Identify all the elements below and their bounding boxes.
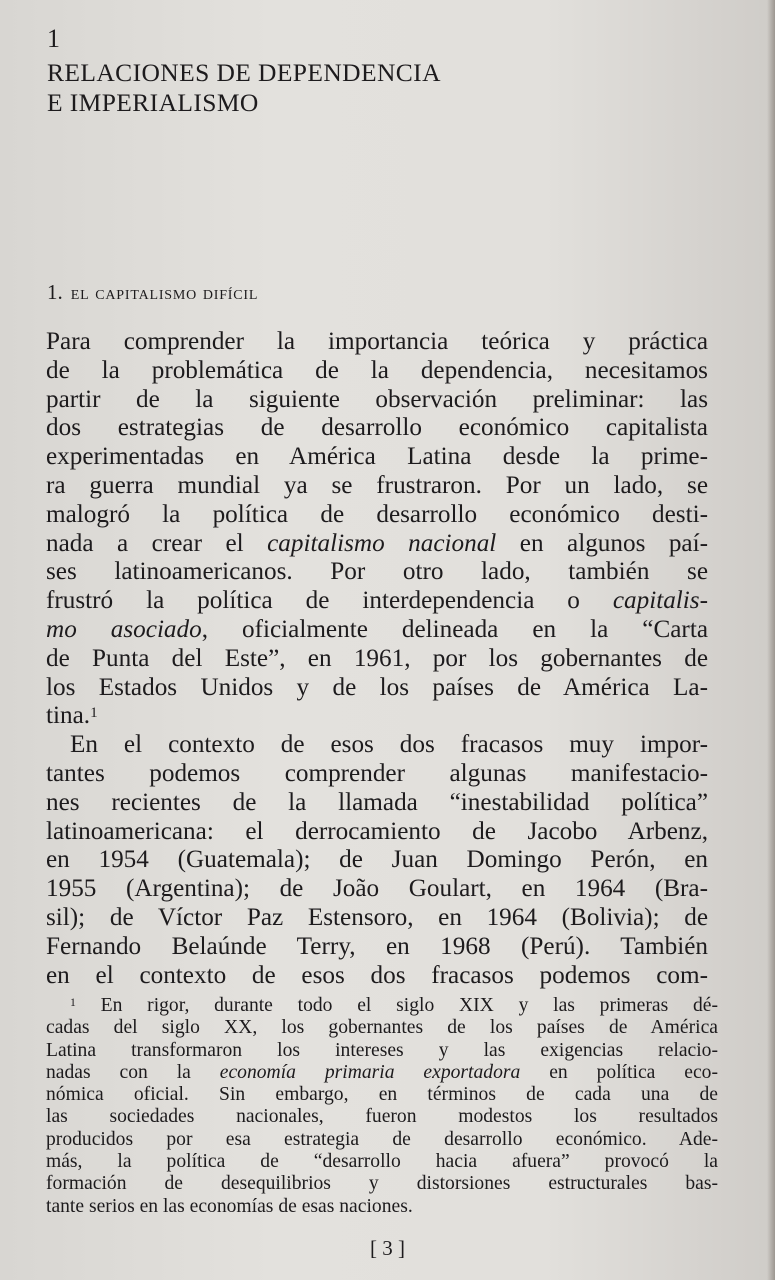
footnote-line: cadas del siglo XX, los gobernantes de los países de América [46, 1017, 718, 1039]
text-segment: nadas con la [46, 1061, 191, 1083]
section-number: 1. [47, 280, 63, 304]
text-line [46, 587, 708, 616]
text-segment: En rigor, durante todo el siglo XIX y las primeras dé- [100, 995, 718, 1016]
text-line: 1955 (Argentina); de João Goulart, en 1964 (Bra- [46, 875, 708, 903]
text-segment: , oficialmente delineada en la “Carta [201, 615, 708, 643]
footnote-line [46, 995, 718, 1017]
text-line: en el contexto de esos dos fracasos podemos com- [46, 961, 708, 989]
emphasis-text: capitalis- [612, 587, 708, 615]
text-line: en 1954 (Guatemala); de Juan Domingo Perón, en [46, 846, 708, 874]
section-title: el capitalismo difícil [70, 282, 259, 304]
chapter-number: 1 [47, 24, 60, 53]
text-line: dos estrategias de desarrollo económico capitalista [46, 414, 708, 442]
text-segment: frustró la política de interdependencia o [46, 587, 580, 615]
footnote-reference[interactable]: 1 [90, 704, 98, 721]
text-segment: en algunos paí- [519, 529, 709, 557]
text-line [46, 702, 708, 731]
text-line: Fernando Belaúnde Terry, en 1968 (Perú). También [46, 932, 708, 960]
footnote-line: nómica oficial. Sin embargo, en términos de cada una de [46, 1084, 718, 1106]
footnote-line: las sociedades nacionales, fueron modestos los resultados [46, 1106, 718, 1128]
text-segment: en política eco- [549, 1061, 718, 1083]
footnote-marker: 1 [70, 995, 76, 1009]
page-edge-shadow [767, 0, 775, 1280]
text-line: de Punta del Este”, en 1961, por los gobernantes de [46, 644, 708, 672]
text-line: nes recientes de la llamada “inestabilidad política” [46, 788, 708, 816]
emphasis-text: capitalismo nacional [267, 529, 497, 557]
text-line: Para comprender la importancia teórica y práctica [46, 328, 708, 355]
footnote-line: Latina transformaron los intereses y las exigencias relacio- [46, 1039, 718, 1061]
text-line: latinoamericana: el derrocamiento de Jacobo Arbenz, [46, 817, 708, 845]
emphasis-text: mo asociado [46, 615, 202, 643]
chapter-title-line: RELACIONES DE DEPENDENCIA [47, 58, 441, 87]
text-segment: tina. [46, 702, 91, 730]
emphasis-text: economía primaria exportadora [219, 1061, 521, 1083]
text-line: sil); de Víctor Paz Estensoro, en 1964 (Bolivia); de [46, 903, 708, 931]
footnote-line: formación de desequilibrios y distorsiones estructurales bas- [46, 1173, 718, 1195]
text-line: experimentadas en América Latina desde la prime- [46, 443, 708, 471]
chapter-title-line: E IMPERIALISMO [47, 88, 259, 117]
text-line: ra guerra mundial ya se frustraron. Por un lado, se [46, 471, 708, 499]
text-line: de la problemática de la dependencia, necesitamos [46, 356, 708, 384]
text-line: ses latinoamericanos. Por otro lado, también se [46, 558, 708, 586]
footnote-line: producidos por esa estrategia de desarrollo económico. Ade- [46, 1128, 718, 1150]
footnote-line: tante serios en las economías de esas naciones. [46, 1195, 413, 1217]
footnote-line: más, la política de “desarrollo hacia afuera” provocó la [46, 1151, 718, 1173]
chapter-title [47, 58, 441, 118]
text-line: En el contexto de esos dos fracasos muy impor- [70, 731, 708, 759]
text-line: los Estados Unidos y de los países de América La- [46, 673, 708, 701]
page-number: [ 3 ] [370, 1236, 405, 1260]
footnotes [46, 995, 718, 1218]
text-line [46, 616, 708, 645]
footnote-line [46, 1062, 718, 1084]
section-heading [47, 278, 258, 307]
text-line: partir de la siguiente observación preliminar: las [46, 385, 708, 413]
body-text [46, 328, 708, 990]
text-line: malogró la política de desarrollo económico desti- [46, 500, 708, 528]
text-line: tantes podemos comprender algunas manifestacio- [46, 759, 708, 787]
text-segment: nada a crear el [46, 529, 244, 557]
text-line [46, 530, 708, 559]
